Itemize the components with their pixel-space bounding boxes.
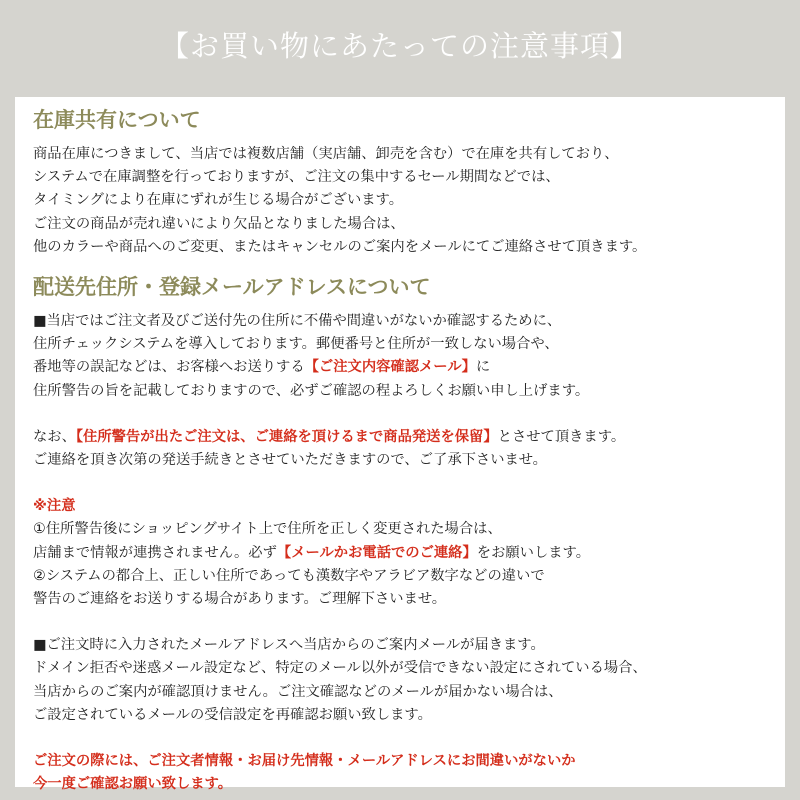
text-line: ■ご注文時に入力されたメールアドレスへ当店からのご案内メールが届きます。 xyxy=(33,637,545,654)
text-line: システムで在庫調整を行っておりますが、ご注文の集中するセール期間などでは、 xyxy=(33,169,560,186)
stock-sharing-section xyxy=(33,105,785,259)
text-line: ご注文の商品が売れ違いにより欠品となりました場合は、 xyxy=(33,215,405,232)
final-reminder-paragraph xyxy=(33,750,785,796)
text-line: ご連絡を頂き次第の発送手続きとさせていただきますので、ご了承下さいませ。 xyxy=(33,452,547,469)
spacer xyxy=(33,727,785,750)
text-line: ①住所警告後にショッピングサイト上で住所を正しく変更された場合は、 xyxy=(33,521,502,538)
text-line: ドメイン拒否や迷惑メール設定など、特定のメール以外が受信できない設定にされている場合、 xyxy=(33,660,647,677)
text-segment: なお、 xyxy=(33,428,76,445)
email-notice-paragraph xyxy=(33,634,785,727)
text-segment: とさせて頂きます。 xyxy=(497,428,626,445)
text-line: 住所チェックシステムを導入しております。郵便番号と住所が一致しない場合や、 xyxy=(33,336,559,353)
spacer xyxy=(33,611,785,634)
page-header xyxy=(0,0,800,95)
text-line: ②システムの都合上、正しい住所であっても漢数字やアラビア数字などの違いで xyxy=(33,567,545,584)
contact-method-highlight: 【メールかお電話でのご連絡】 xyxy=(276,544,477,561)
text-line: 他のカラーや商品へのご変更、またはキャンセルのご案内をメールにてご連絡させて頂きます。 xyxy=(33,238,647,255)
text-line: 警告のご連絡をお送りする場合があります。ご理解下さいませ。 xyxy=(33,591,447,608)
text-segment: 店舗まで情報が連携されません。必ず xyxy=(33,544,277,561)
caution-paragraph xyxy=(33,495,785,611)
page-title: 【お買い物にあたっての注意事項】 xyxy=(159,29,640,63)
text-segment: 番地等の誤記などは、お客様へお送りする xyxy=(33,359,305,376)
spacer xyxy=(33,472,785,495)
section-heading-address: 配送先住所・登録メールアドレスについて xyxy=(33,275,431,300)
text-line xyxy=(33,542,785,565)
order-confirmation-mail-highlight: 【ご注文内容確認メール】 xyxy=(304,359,476,376)
spacer xyxy=(33,403,785,426)
caution-label: ※注意 xyxy=(33,498,76,515)
text-segment: をお願いします。 xyxy=(476,544,591,561)
text-line: タイミングにより在庫にずれが生じる場合がございます。 xyxy=(33,192,403,209)
text-line xyxy=(33,426,785,449)
reminder-line: ご注文の際には、ご注文者情報・お届け先情報・メールアドレスにお間違いがないか xyxy=(33,753,576,770)
section-heading-stock: 在庫共有について xyxy=(33,108,201,132)
address-email-section xyxy=(33,272,785,796)
notice-panel xyxy=(15,97,785,793)
text-segment: に xyxy=(475,359,491,376)
text-line xyxy=(33,356,785,379)
address-check-paragraph xyxy=(33,310,785,403)
text-line: 当店からのご案内が確認頂けません。ご注文確認などのメールが届かない場合は、 xyxy=(33,683,563,700)
text-line: 商品在庫につきまして、当店では複数店舗（実店舗、卸売を含む）で在庫を共有しており、 xyxy=(33,146,619,162)
reminder-line: 今一度ご確認お願い致します。 xyxy=(33,776,233,793)
text-line: 住所警告の旨を記載しておりますので、必ずご確認の程よろしくお願い申し上げます。 xyxy=(33,382,590,399)
text-line: ご設定されているメールの受信設定を再確認お願い致します。 xyxy=(33,706,432,723)
shipping-hold-highlight: 【住所警告が出たご注文は、ご連絡を頂けるまで商品発送を保留】 xyxy=(75,428,498,445)
shipping-hold-paragraph xyxy=(33,426,785,472)
text-line: ■当店ではご注文者及びご送付先の住所に不備や間違いがないか確認するために、 xyxy=(33,313,562,330)
